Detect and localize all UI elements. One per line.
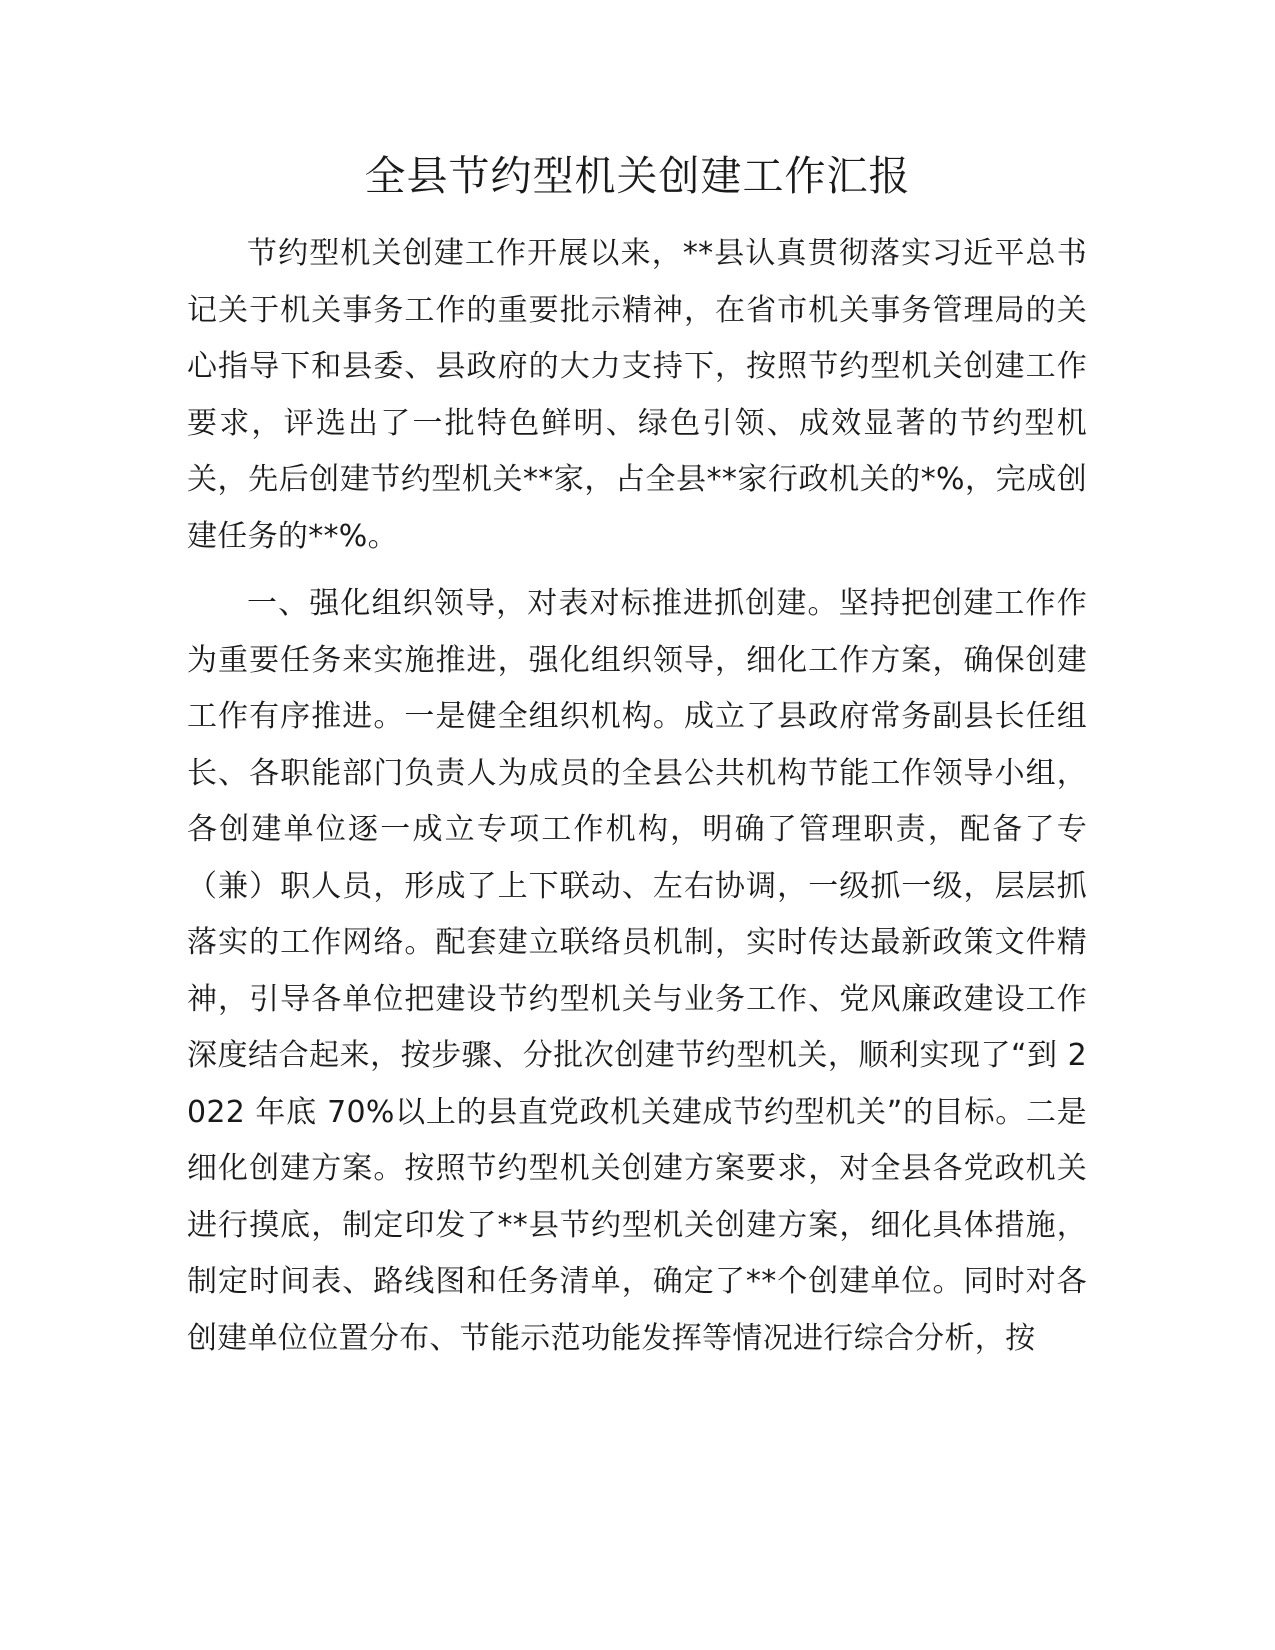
paragraph-intro: 节约型机关创建工作开展以来，**县认真贯彻落实习近平总书记关于机关事务工作的重要批示精神，在省市机关事务管理局的关心指导下和县委、县政府的大力支持下，按照节约型机关创建工作要求，评选出了一批特色鲜明、绿色引领、成效显著的节约型机关，先后创建节约型机关**家，占全县**家行政机关的*%，完成创建任务的**%。 [187, 236, 1087, 554]
document-body [187, 226, 1087, 1378]
paragraph-section-one: 一、强化组织领导，对表对标推进抓创建。坚持把创建工作作为重要任务来实施推进，强化组织领导，细化工作方案，确保创建工作有序推进。一是健全组织机构。成立了县政府常务副县长任组长、各职能部门负责人为成员的全县公共机构节能工作领导小组，各创建单位逐一成立专项工作机构，明确了管理职责，配备了专（兼）职人员，形成了上下联动、左右协调，一级抓一级，层层抓落实的工作网络。配套建立联络员机制，实时传达最新政策文件精神，引导各单位把建设节约型机关与业务工作、党风廉政建设工作深度结合起来，按步骤、分批次创建节约型机关，顺利实现了“到 2022 年底 70%以上的县直党政机关建成节约型机关”的目标。二是细化创建方案。按照节约型机关创建方案要求，对全县各党政机关进行摸底，制定印发了**县节约型机关创建方案，细化具体措施，制定时间表、路线图和任务清单，确定了**个创建单位。同时对各创建单位位置分布、节能示范功能发挥等情况进行综合分析，按 [187, 586, 1087, 1356]
document-title: 全县节约型机关创建工作汇报 [364, 152, 911, 200]
